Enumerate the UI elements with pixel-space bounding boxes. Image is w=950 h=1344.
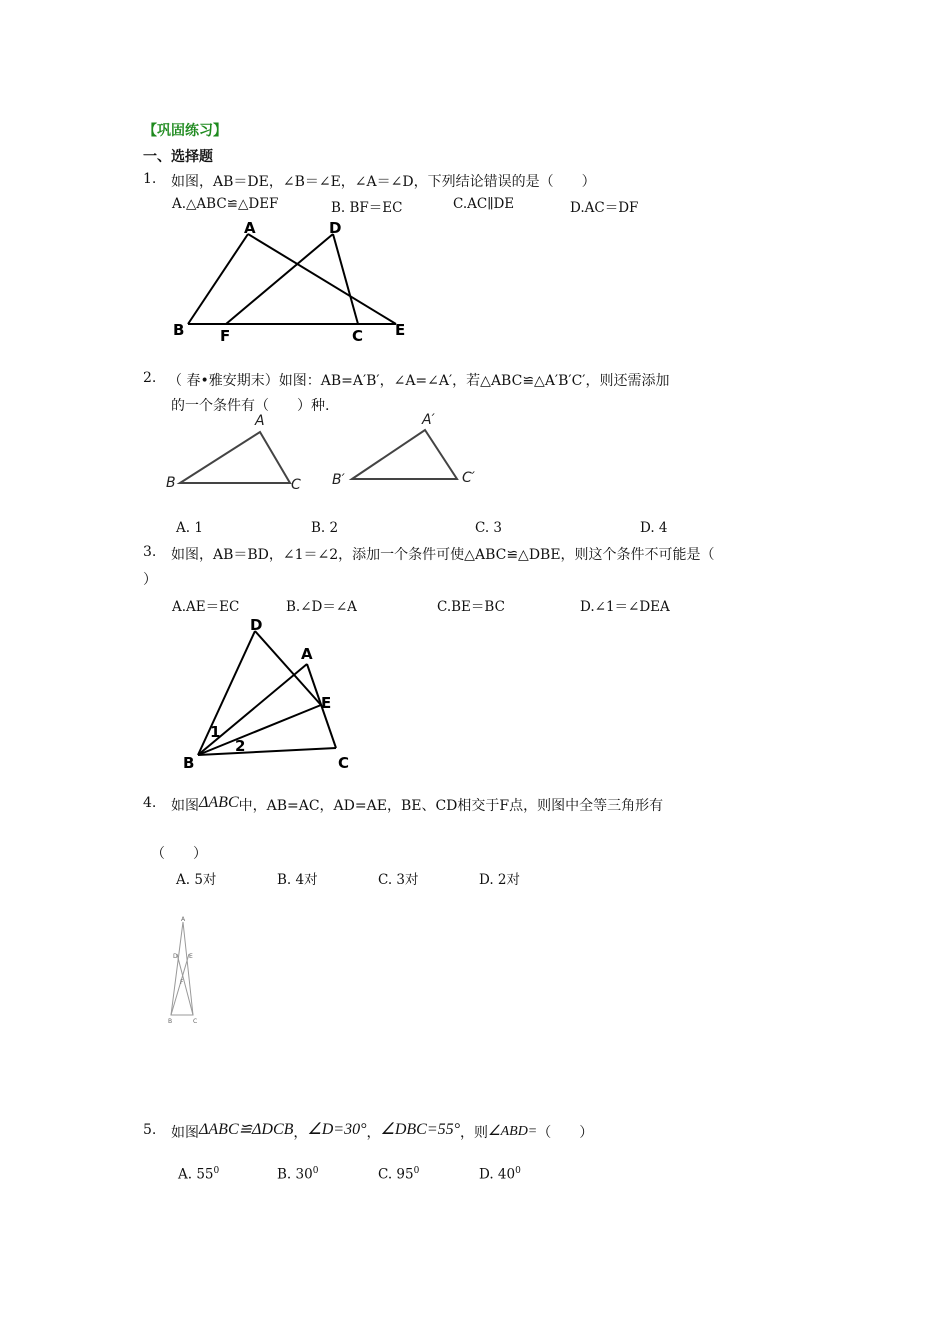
q1-option-a: A.△ABC≌△DEF [172, 196, 279, 212]
q5-sep1: ， [293, 1125, 308, 1141]
q2-triangle-abc [180, 432, 290, 483]
q4-option-b: B. 4对 [277, 872, 318, 888]
q4-label-c: C [193, 1018, 198, 1025]
q3-segment-bc [198, 748, 336, 755]
q2-number: 2. [143, 370, 157, 386]
q3-text-line2: ） [143, 572, 157, 588]
q4-option-c: C. 3对 [378, 872, 419, 888]
q1-label-e: E [395, 321, 406, 339]
q2-label-c: C [291, 477, 301, 493]
q1-label-a: A [244, 219, 256, 237]
q3-option-b: B.∠D＝∠A [286, 599, 357, 615]
q4-label-a: A [181, 916, 186, 923]
q5-option-c [378, 1166, 419, 1183]
q3-label-angle2: 2 [235, 737, 246, 755]
q1-label-f: F [220, 327, 231, 345]
q1-segment-ae [248, 234, 396, 324]
q4-paren: （ ） [151, 846, 207, 862]
q2-label-c-prime: C′ [462, 470, 475, 486]
q4-body: 中，AB=AC，AD=AE，BE、CD相交于F点，则图中全等三角形有 [238, 798, 664, 814]
q2-text-line1: （ 春•雅安期末）如图：AB=A′B′，∠A=∠A′，若△ABC≌△A′B′C′，则还需添加 [168, 373, 670, 389]
q2-option-b: B. 2 [311, 520, 339, 536]
q5-math-angle-d: ∠D=30° [307, 1121, 367, 1138]
q1-segment-ba [188, 234, 248, 324]
q5-paren: （ ） [537, 1125, 594, 1141]
q5-text [171, 1122, 593, 1142]
q5-math-angle-abd: ∠ABD= [488, 1124, 538, 1139]
q1-segment-dc [333, 234, 358, 324]
q5-option-d-sup: 0 [515, 1166, 521, 1176]
q5-option-d-text: D. 40 [479, 1166, 516, 1183]
q3-text-line1: 如图，AB＝BD，∠1＝∠2，添加一个条件可使△ABC≌△DBE，则这个条件不可能是（ [171, 547, 715, 563]
q1-label-d: D [329, 219, 342, 237]
q5-option-b [277, 1166, 318, 1183]
q1-segment-fd [226, 234, 333, 324]
q2-label-b: B [166, 475, 176, 491]
section-title: 【巩固练习】 [143, 123, 227, 139]
q5-option-a-text: A. 55 [178, 1166, 214, 1183]
q5-option-c-sup: 0 [413, 1166, 420, 1176]
q5-mid: ，则 [460, 1125, 489, 1141]
q5-number: 5. [143, 1122, 157, 1138]
q5-pre: 如图 [171, 1125, 199, 1141]
q2-option-a: A. 1 [176, 520, 203, 536]
q3-label-b: B [183, 754, 195, 772]
q3-label-a: A [301, 645, 313, 663]
q1-number: 1. [143, 171, 157, 187]
q4-label-e: E [189, 953, 193, 960]
q3-figure [178, 612, 368, 774]
q2-figure [160, 408, 500, 498]
q5-option-c-text: C. 95 [378, 1166, 414, 1183]
q1-label-c: C [352, 327, 364, 345]
q3-option-d: D.∠1＝∠DEA [580, 599, 670, 615]
q2-triangle-a-prime [352, 430, 457, 479]
q4-label-b: B [168, 1018, 173, 1025]
q3-segment-de [255, 631, 321, 705]
q5-math-angle-dbc: ∠DBC=55° [380, 1121, 461, 1138]
q5-option-a-sup: 0 [213, 1166, 220, 1176]
q5-option-b-sup: 0 [312, 1166, 319, 1176]
q4-figure [160, 914, 210, 1028]
q1-option-d: D.AC＝DF [570, 200, 639, 216]
q4-math-triangle: ΔABC [199, 794, 239, 811]
q4-text [171, 795, 663, 815]
q1-figure [168, 218, 418, 348]
q2-option-c: C. 3 [475, 520, 503, 536]
q2-text-line2: 的一个条件有（ ）种. [171, 398, 330, 414]
q3-label-angle1: 1 [210, 723, 221, 741]
q4-label-f: F [180, 979, 184, 986]
q4-option-a: A. 5对 [176, 872, 217, 888]
q5-sep2: ， [366, 1125, 381, 1141]
q4-option-d: D. 2对 [479, 872, 521, 888]
q3-label-e: E [321, 694, 332, 712]
q1-text: 如图，AB＝DE，∠B＝∠E，∠A＝∠D，下列结论错误的是（ ） [171, 174, 596, 190]
q2-label-b-prime: B′ [332, 472, 345, 488]
q1-option-c: C.AC∥DE [453, 196, 515, 212]
q5-math-congruence: ΔABC≌ΔDCB [199, 1121, 294, 1138]
q4-label-d: D [173, 953, 178, 960]
q3-option-a: A.AE＝EC [172, 599, 240, 615]
q3-segment-ba [198, 664, 307, 755]
q3-option-c: C.BE＝BC [437, 599, 505, 615]
q1-label-b: B [173, 321, 185, 339]
q4-number: 4. [143, 795, 157, 811]
q3-label-c: C [338, 754, 350, 772]
q3-number: 3. [143, 544, 157, 560]
part-title: 一、选择题 [143, 149, 213, 165]
q4-pre: 如图 [171, 798, 199, 814]
q3-label-d: D [250, 616, 263, 634]
q2-option-d: D. 4 [640, 520, 668, 536]
q2-label-a-prime: A′ [422, 412, 435, 428]
q3-segment-bd [198, 631, 255, 755]
q5-option-b-text: B. 30 [277, 1166, 313, 1183]
q1-option-b: B. BF＝EC [331, 200, 403, 216]
q2-label-a: A [255, 413, 265, 429]
q5-option-a [178, 1166, 219, 1183]
q5-option-d [479, 1166, 521, 1183]
